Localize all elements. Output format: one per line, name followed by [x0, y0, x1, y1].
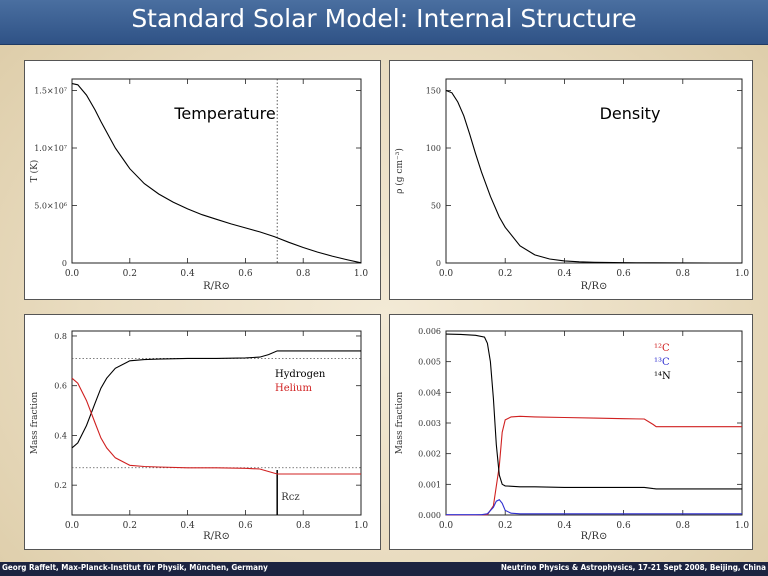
y-tick-label: 0.006	[418, 327, 441, 336]
legend-entry: ¹³C	[654, 357, 670, 368]
y-tick-label: 1.0×10⁷	[34, 144, 67, 153]
chart-title: Density	[599, 104, 661, 123]
y-tick-label: 100	[425, 144, 441, 153]
legend-entry: Helium	[275, 383, 312, 394]
series-line-series	[446, 91, 742, 264]
hydrogen-helium-chart	[25, 315, 380, 549]
y-tick-label: 0.003	[418, 419, 441, 428]
x-axis-label: R/R⊙	[203, 531, 230, 542]
temperature-chart	[25, 61, 380, 299]
x-tick-label: 0.8	[675, 269, 690, 279]
x-tick-label: 0.6	[238, 521, 253, 531]
x-tick-label: 0.2	[498, 521, 513, 531]
series-line--c	[446, 416, 742, 515]
x-tick-label: 0.8	[296, 521, 311, 531]
x-axis-label: R/R⊙	[580, 531, 608, 542]
footer-right: Neutrino Physics & Astrophysics, 17-21 Sept 2008, Beijing, China	[500, 563, 766, 572]
chart-panel-temperature	[24, 60, 381, 300]
x-tick-label: 0.0	[64, 521, 80, 531]
x-axis-label: R/R⊙	[203, 281, 230, 292]
x-tick-label: 0.2	[498, 269, 513, 279]
y-tick-label: 0	[61, 259, 67, 268]
x-tick-label: 1.0	[734, 269, 750, 279]
x-tick-label: 1.0	[353, 521, 369, 531]
x-tick-label: 0.6	[616, 521, 631, 531]
y-tick-label: 0.2	[54, 481, 67, 491]
x-tick-label: 0.4	[180, 269, 195, 279]
density-chart	[390, 61, 752, 299]
title-bar	[0, 0, 768, 45]
chart-panel-density	[389, 60, 753, 300]
chart-title: Temperature	[174, 104, 276, 123]
y-tick-label: 0.001	[418, 480, 441, 490]
y-tick-label: 0.004	[418, 388, 441, 398]
y-tick-label: 0	[435, 259, 441, 268]
x-tick-label: 0.4	[180, 521, 195, 531]
footer-bar	[0, 562, 768, 576]
y-tick-label: 0.8	[54, 331, 67, 341]
y-tick-label: 0.000	[418, 511, 441, 520]
y-axis-label: Mass fraction	[395, 391, 405, 455]
x-tick-label: 0.2	[122, 521, 137, 531]
x-axis-label: R/R⊙	[580, 281, 608, 292]
footer-left: Georg Raffelt, Max-Planck-Institut für Physik, München, Germany	[2, 563, 268, 572]
x-tick-label: 0.0	[438, 269, 454, 279]
legend-entry: ¹²C	[654, 343, 670, 354]
y-axis-label: T (K)	[30, 159, 40, 183]
plot-frame	[446, 79, 742, 263]
cno-chart	[390, 315, 752, 549]
x-tick-label: 0.6	[238, 269, 253, 279]
x-tick-label: 1.0	[734, 521, 750, 531]
x-tick-label: 0.0	[438, 521, 454, 531]
chart-panel-cno	[389, 314, 753, 550]
series-line--c	[446, 500, 742, 515]
slide-title: Standard Solar Model: Internal Structure	[131, 4, 637, 33]
y-tick-label: 150	[425, 86, 441, 96]
x-tick-label: 0.8	[675, 521, 690, 531]
x-tick-label: 0.2	[122, 269, 137, 279]
y-tick-label: 0.005	[418, 357, 441, 367]
x-tick-label: 0.0	[64, 269, 80, 279]
x-tick-label: 0.8	[296, 269, 311, 279]
series-line-helium	[72, 378, 361, 474]
x-tick-label: 0.6	[616, 269, 631, 279]
y-tick-label: 50	[430, 201, 441, 211]
y-tick-label: 0.002	[418, 449, 441, 459]
legend-entry: ¹⁴N	[654, 371, 671, 382]
y-axis-label: Mass fraction	[30, 391, 40, 455]
legend-entry: Hydrogen	[275, 369, 326, 380]
y-tick-label: 1.5×10⁷	[34, 86, 67, 96]
y-tick-label: 5.0×10⁶	[34, 201, 67, 211]
y-tick-label: 0.4	[54, 431, 67, 441]
y-tick-label: 0.6	[54, 381, 67, 391]
x-tick-label: 1.0	[353, 269, 369, 279]
x-tick-label: 0.4	[557, 521, 572, 531]
rcz-label: Rcz	[281, 492, 300, 503]
series-line--n	[446, 334, 742, 489]
x-tick-label: 0.4	[557, 269, 572, 279]
chart-panel-hydrogen-helium	[24, 314, 381, 550]
y-axis-label: ρ (g cm⁻³)	[395, 148, 405, 194]
series-line-hydrogen	[72, 351, 361, 448]
